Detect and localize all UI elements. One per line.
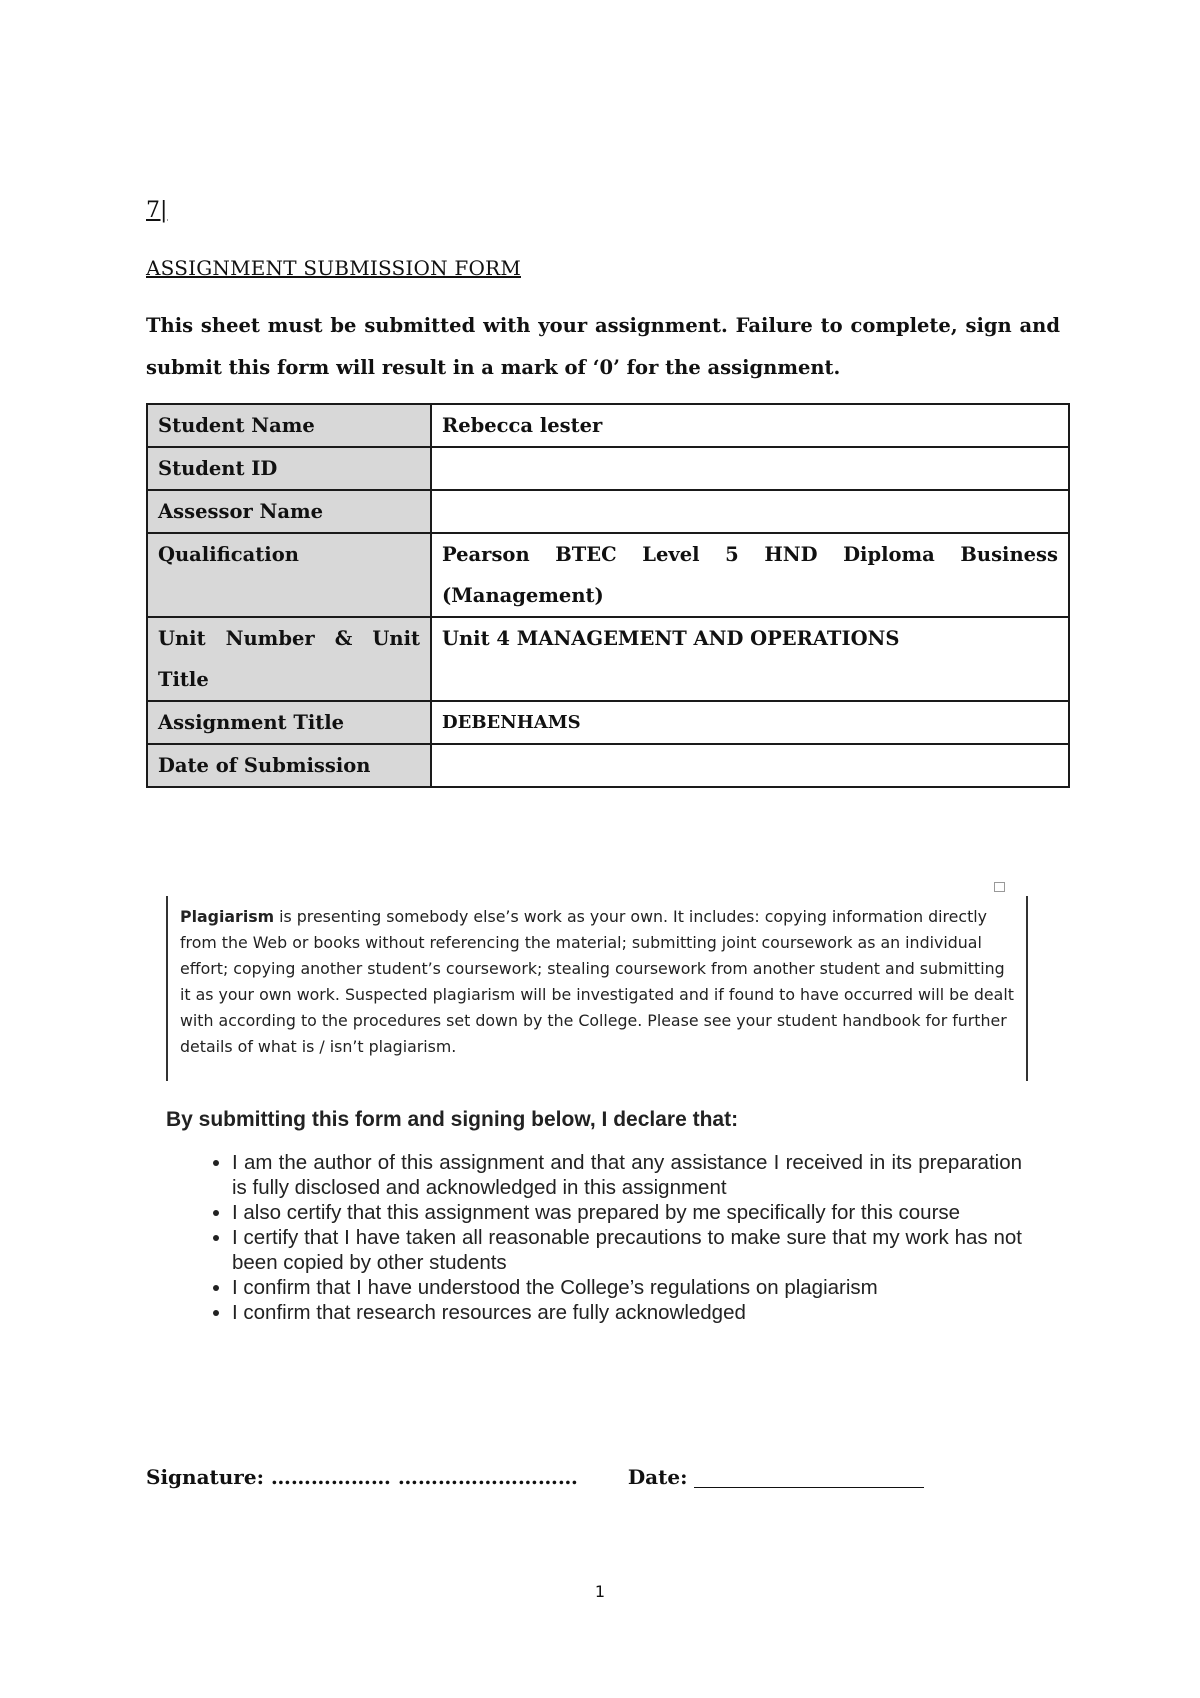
- intro-paragraph: This sheet must be submitted with your assignment. Failure to complete, sign and submit this form will result in a mark of ‘0’ for the assignment.: [146, 314, 1060, 379]
- declaration-heading: By submitting this form and signing below, I declare that:: [166, 1108, 739, 1131]
- row-label: Assignment Title: [147, 701, 431, 744]
- unit-title-value: Unit 4 MANAGEMENT AND OPERATIONS: [431, 617, 1069, 701]
- date-label: Date:: [627, 1465, 688, 1489]
- submission-date-value: [431, 744, 1069, 787]
- assignment-title-value: DEBENHAMS: [431, 701, 1069, 744]
- student-id-value: [431, 447, 1069, 490]
- list-item: • I certify that I have taken all reasonable precautions to make sure that my work has not been copied by other students: [232, 1225, 1022, 1275]
- table-row: [147, 744, 1069, 787]
- form-title: ASSIGNMENT SUBMISSION FORM: [146, 256, 521, 280]
- table-row: [147, 447, 1069, 490]
- signature-row: [146, 1465, 1046, 1489]
- row-label: Assessor Name: [147, 490, 431, 533]
- row-label: Qualification: [147, 533, 431, 617]
- image-resize-handle: [994, 882, 1005, 892]
- plagiarism-text: is presenting somebody else’s work as your own. It includes: copying information directly from the Web or books without referencing the material; submitting joint coursework as an individual effort; copying another student’s coursework; stealing coursework from another student and submitting it as your own work. Suspected plagiarism will be investigated and if found to have occurred will be dealt with according to the procedures set down by the College. Please see your student handbook for further details of what is / isn’t plagiarism.: [180, 907, 1014, 1056]
- assessor-name-value: [431, 490, 1069, 533]
- date-line: [694, 1465, 924, 1488]
- plagiarism-notice: [180, 904, 1016, 1060]
- table-row: [147, 404, 1069, 447]
- row-label: Student ID: [147, 447, 431, 490]
- list-item: • I confirm that I have understood the College’s regulations on plagiarism: [232, 1275, 1022, 1300]
- table-row: [147, 490, 1069, 533]
- row-label: Date of Submission: [147, 744, 431, 787]
- qualification-value: Pearson BTEC Level 5 HND Diploma Business (Management): [431, 533, 1069, 617]
- list-item: • I confirm that research resources are fully acknowledged: [232, 1300, 1022, 1325]
- plagiarism-term: Plagiarism: [180, 907, 275, 926]
- table-row: [147, 533, 1069, 617]
- table-row: [147, 701, 1069, 744]
- section-marker: 7|: [146, 198, 168, 223]
- signature-dots: ……………… ………………………: [270, 1465, 578, 1489]
- list-item: • I also certify that this assignment was prepared by me specifically for this course: [232, 1200, 1022, 1225]
- signature-label: Signature:: [146, 1465, 264, 1489]
- table-row: [147, 617, 1069, 701]
- row-label: Student Name: [147, 404, 431, 447]
- list-item: • I am the author of this assignment and that any assistance I received in its preparation is fully disclosed and acknowledged in this assignment: [232, 1150, 1022, 1200]
- student-info-table: [146, 403, 1070, 788]
- declaration-list: [198, 1150, 1022, 1325]
- student-name-value: Rebecca lester: [431, 404, 1069, 447]
- page-number: 1: [594, 1582, 606, 1601]
- row-label: Unit Number & Unit Title: [147, 617, 431, 701]
